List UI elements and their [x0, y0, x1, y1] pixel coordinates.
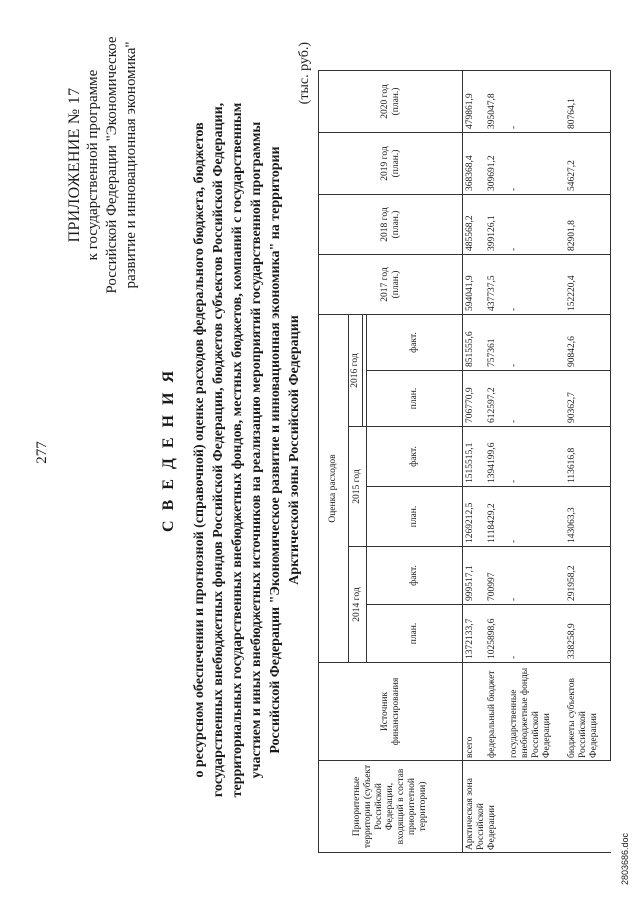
table-cell: 143063,3: [565, 487, 611, 547]
row-source: федеральный бюджет: [485, 663, 507, 761]
appendix-line: развитие и инновационная экономика": [123, 41, 139, 289]
table-cell: -: [507, 547, 565, 605]
resource-table: [318, 70, 611, 853]
table-cell: -: [507, 427, 565, 487]
table-cell: 594041,9: [463, 255, 485, 315]
table-cell: 612597,2: [485, 371, 507, 427]
header-2014: 2014 год: [349, 547, 367, 663]
table-cell: 368368,4: [463, 133, 485, 195]
table-cell: 82901,8: [565, 195, 611, 255]
table-cell: 437737,5: [485, 255, 507, 315]
header-2019: 2019 год (план.): [319, 133, 463, 195]
table-cell: 54627,2: [565, 133, 611, 195]
header-territory: Приоритетные территории (субъект Российской Федерации, входящий в состав приоритетной территории): [319, 761, 463, 853]
header-source: Источник финансирования: [319, 663, 463, 761]
appendix-line: к государственной программе: [85, 69, 101, 261]
table-cell: 1372133,7: [463, 605, 485, 663]
page-number: 277: [34, 441, 50, 464]
table-cell: -: [507, 71, 565, 133]
appendix-block: [65, 15, 141, 315]
table-cell: 395047,8: [485, 71, 507, 133]
table-cell: -: [507, 605, 565, 663]
table-cell: 309691,2: [485, 133, 507, 195]
table-cell: 1394199,6: [485, 427, 507, 487]
table-cell: 338258,9: [565, 605, 611, 663]
header-fact-2015: факт.: [367, 427, 463, 487]
subtitle-line: о ресурсном обеспечении и прогнозной (справочной) оценке расходов федерального бюджета, бюджетов: [192, 122, 207, 778]
table-cell: -: [507, 195, 565, 255]
subtitle-line: территориальных государственных внебюджетных фондов, местных бюджетов, компаний с государственным: [230, 102, 245, 798]
table-cell: -: [507, 315, 565, 371]
units-label: (тыс. руб.): [297, 42, 312, 105]
table-cell: -: [507, 255, 565, 315]
table-cell: -: [507, 487, 565, 547]
header-estimate: Оценка расходов: [319, 315, 349, 663]
table-cell: 706770,9: [463, 371, 485, 427]
table-cell: 1025898,6: [485, 605, 507, 663]
table-cell: 999517,1: [463, 547, 485, 605]
table-cell: 757361: [485, 315, 507, 371]
table-cell: 851555,6: [463, 315, 485, 371]
row-source: государственные внебюджетные фонды Российской Федерации: [507, 663, 565, 761]
row-source: всего: [463, 663, 485, 761]
table-cell: 152220,4: [565, 255, 611, 315]
table-cell: 80764,1: [565, 71, 611, 133]
table-cell: -: [507, 133, 565, 195]
header-2016: 2016 год: [349, 315, 363, 427]
table-cell: -: [507, 371, 565, 427]
document-title: С В Е Д Е Н И Я: [160, 367, 177, 533]
table-cell: 479861,9: [463, 71, 485, 133]
subtitle-line: Российской Федерации "Экономическое развитие и инновационная экономика" на территории: [268, 146, 283, 754]
header-fact-2014: факт.: [367, 547, 463, 605]
territory-cell: Арктическая зона Российской Федерации: [463, 761, 611, 853]
appendix-title: ПРИЛОЖЕНИЕ № 17: [66, 87, 83, 243]
table-cell: 1515515,1: [463, 427, 485, 487]
table-cell: 90842,6: [565, 315, 611, 371]
header-2020: 2020 год (план.): [319, 71, 463, 133]
table-cell: 1118429,2: [485, 487, 507, 547]
table-cell: 399126,1: [485, 195, 507, 255]
document-subtitle: [190, 35, 304, 865]
header-2017: 2017 год (план.): [319, 255, 463, 315]
table-cell: 700997: [485, 547, 507, 605]
header-plan-2016: план.: [367, 371, 463, 427]
table-cell: 485568,2: [463, 195, 485, 255]
header-2015: 2015 год: [349, 427, 367, 547]
row-source: бюджеты субъектов Российской Федерации: [565, 663, 611, 761]
table-cell: 90362,7: [565, 371, 611, 427]
header-plan-2015: план.: [367, 487, 463, 547]
document-reference: 2803686.doc: [620, 832, 630, 885]
table-cell: 1269212,5: [463, 487, 485, 547]
table-cell: 291958,2: [565, 547, 611, 605]
appendix-line: Российской Федерации "Экономическое: [104, 36, 120, 294]
header-plan-2014: план.: [367, 605, 463, 663]
subtitle-line: государственных внебюджетных фондов Российской Федерации, бюджетов субъектов Российской Федерации,: [211, 102, 226, 798]
subtitle-line: участием и иных внебюджетных источников на реализацию мероприятий государственной программы: [249, 121, 264, 779]
header-fact-2016: факт.: [367, 315, 463, 371]
header-2018: 2018 год (план.): [319, 195, 463, 255]
table-cell: 113616,8: [565, 427, 611, 487]
subtitle-line: Арктической зоны Российской Федерации: [287, 315, 302, 585]
